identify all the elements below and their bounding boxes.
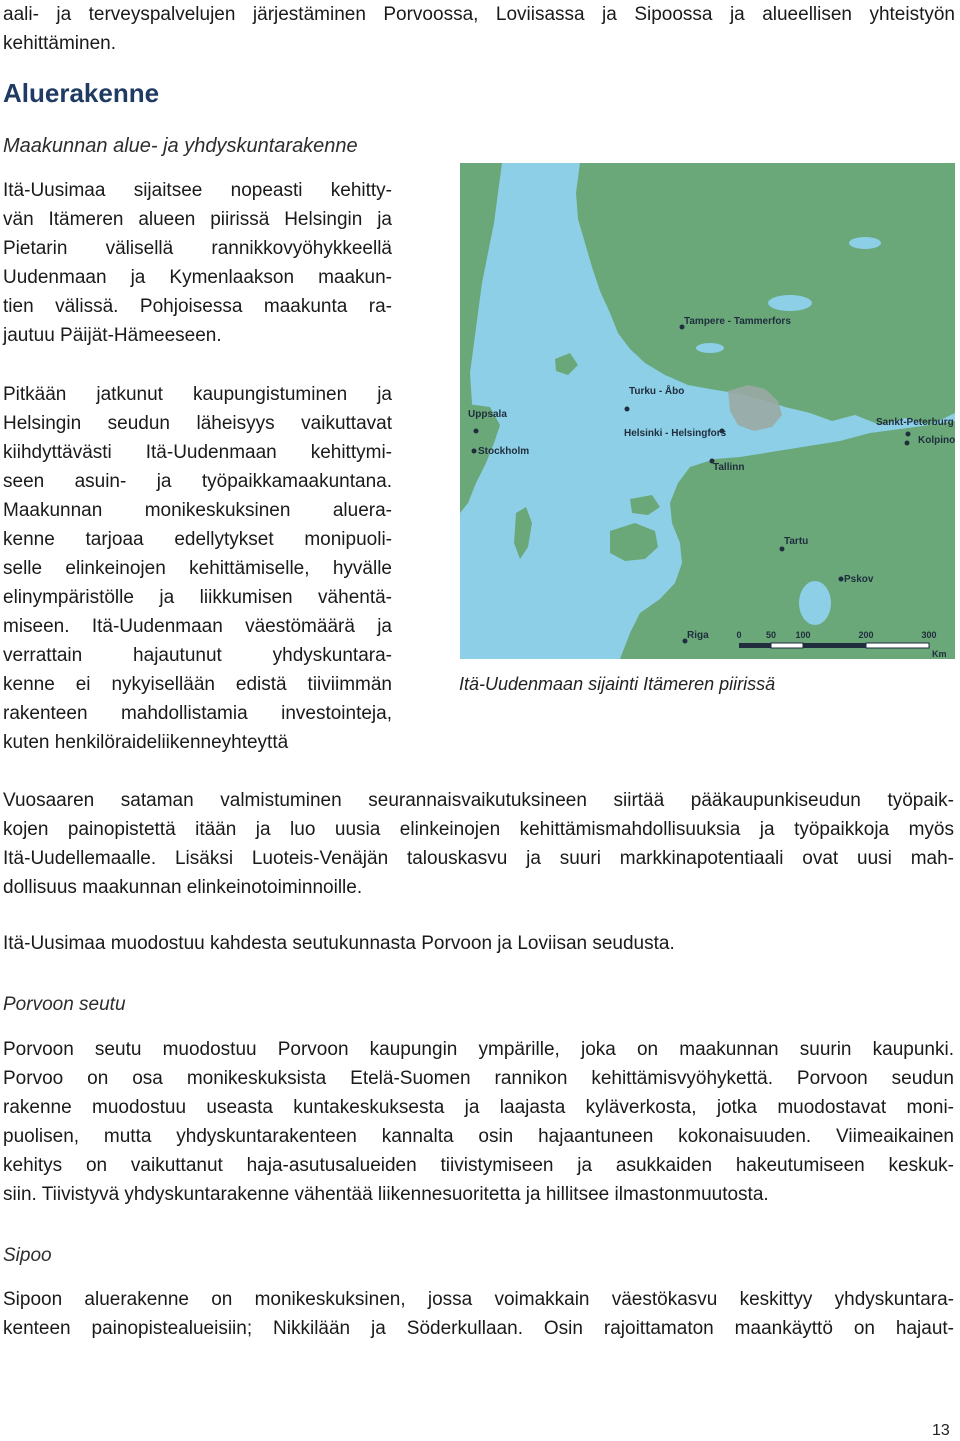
text-line: Itä-Uudellemaalle. Lisäksi Luoteis-Venäjän talouskasvu ja suuri markkinapotentiaali ovat uusi mah- xyxy=(3,848,954,869)
text-line: vän Itämeren alueen piirissä Helsingin ja xyxy=(3,209,392,230)
lake xyxy=(696,343,724,353)
city-dot-uppsala xyxy=(474,429,479,434)
text-line: kojen painopistettä itään ja luo uusia elinkeinojen kehittämismahdollisuuksia ja työpaikkoja myös xyxy=(3,819,954,840)
scale-tick-label: 200 xyxy=(858,630,874,640)
city-dot-sankt-peterburg xyxy=(906,432,911,437)
text-line: Vuosaaren sataman valmistuminen seurannaisvaikutuksineen siirtää pääkaupunkiseudun työpaik- xyxy=(3,790,954,811)
text-line: dollisuus maakunnan elinkeinotoiminnoille. xyxy=(3,877,363,898)
scale-tick-label: 300 xyxy=(921,630,937,640)
scale-tick-label: 0 xyxy=(736,630,742,640)
text-line: verrattain hajautunut yhdyskuntara- xyxy=(3,645,392,666)
scale-unit: Km xyxy=(932,649,947,659)
text-line: miseen. Itä-Uudenmaan väestömäärä ja xyxy=(3,616,392,637)
text-line: kenne tarjoaa edellytykset monipuoli- xyxy=(3,529,392,550)
map-label-tartu: Tartu xyxy=(784,536,809,547)
text-line: seen asuin- ja työpaikkamaakuntana. xyxy=(3,471,392,492)
city-dot-kolpino xyxy=(905,441,910,446)
text-line: Helsingin seudun läheisyys vaikuttavat xyxy=(3,413,392,434)
city-dot-stockholm xyxy=(472,449,477,454)
text-line: rakenne muodostuu useasta kuntakeskuksesta ja laajasta kyläverkosta, jotka muodostavat moni- xyxy=(3,1097,954,1118)
text-line: Sipoon aluerakenne on monikeskuksinen, jossa voimakkain väestökasvu keskittyy yhdyskuntara- xyxy=(3,1289,954,1310)
sipoo-title: Sipoo xyxy=(3,1245,52,1266)
text-line: kenteen painopistealueisiin; Nikkilään ja Söderkullaan. Osin rajoittamaton maankäyttö on hajaut- xyxy=(3,1318,954,1339)
lake xyxy=(849,237,881,249)
left-paragraph-1 xyxy=(3,176,392,350)
scale-tick-label: 50 xyxy=(765,630,777,640)
text-line: puolisen, mutta yhdyskuntarakenteen kannalta osin hajaantuneen kokonaisuuden. Viimeaikainen xyxy=(3,1126,954,1147)
text-line: jautuu Päijät-Hämeeseen. xyxy=(3,325,222,346)
intro-paragraph xyxy=(3,0,955,58)
text-line: kuten henkilöraideliikenneyhteyttä xyxy=(3,732,289,753)
section-heading: Aluerakenne xyxy=(3,78,160,108)
text-line: kehitys on vaikuttanut haja-asutusalueiden tiivistymiseen ja asukkaiden hakeutumiseen keskuk- xyxy=(3,1155,954,1176)
city-dot-turku xyxy=(625,407,630,412)
text-line: kiihdyttävästi Itä-Uudenmaan kehittymi- xyxy=(3,442,392,463)
left-paragraph-2 xyxy=(3,380,392,757)
map-label-turku: Turku - Åbo xyxy=(629,386,685,397)
text-line: Uudenmaan ja Kymenlaakson maakun- xyxy=(3,267,392,288)
baltic-map-svg xyxy=(460,163,955,659)
map-label-stockholm: Stockholm xyxy=(478,446,530,457)
lake-peipus xyxy=(799,581,831,625)
text-line: rakenteen mahdollistamia investointeja, xyxy=(3,703,392,724)
text-line: elinympäristölle ja liikkumisen vähentä- xyxy=(3,587,392,608)
city-dot-tartu xyxy=(780,547,785,552)
text-line: tien välissä. Pohjoisessa maakunta ra- xyxy=(3,296,392,317)
intro-line-1: aali- ja terveyspalvelujen järjestäminen Porvoossa, Loviisassa ja Sipoossa ja alueellisen yhteistyön xyxy=(3,4,955,25)
text-line: siin. Tiivistyvä yhdyskuntarakenne vähentää liikennesuoritetta ja hillitsee ilmastonmuutosta. xyxy=(3,1184,769,1205)
section-subheading: Maakunnan alue- ja yhdyskuntarakenne xyxy=(3,135,358,157)
map-label-tampere: Tampere - Tammerfors xyxy=(684,316,791,327)
map-label-sankt-peterburg: Sankt-Peterburg xyxy=(876,417,954,428)
text-line: Pitkään jatkunut kaupungistuminen ja xyxy=(3,384,392,405)
text-line: selle elinkeinojen kehittämiselle, hyvälle xyxy=(3,558,392,579)
map-label-riga: Riga xyxy=(687,630,709,641)
text-line: kenne ei nykyisellään edistä tiiviimmän xyxy=(3,674,392,695)
map-label-uppsala: Uppsala xyxy=(468,409,507,420)
sipoo-paragraph xyxy=(3,1285,954,1343)
porvoo-paragraph xyxy=(3,1035,954,1209)
porvoo-title: Porvoon seutu xyxy=(3,994,126,1015)
map-label-kolpino: Kolpino xyxy=(918,435,955,446)
full-paragraph-1 xyxy=(3,786,954,902)
map-label-helsinki: Helsinki - Helsingfors xyxy=(624,428,727,439)
map-caption: Itä-Uudenmaan sijainti Itämeren piirissä xyxy=(459,674,776,694)
full-paragraph-2: Itä-Uusimaa muodostuu kahdesta seutukunnasta Porvoon ja Loviisan seudusta. xyxy=(3,933,675,954)
map-label-pskov: Pskov xyxy=(844,574,874,585)
text-line: Porvoo on osa monikeskuksista Etelä-Suomen rannikon kehittämisvyöhykettä. Porvoon seudun xyxy=(3,1068,954,1089)
map-label-tallinn: Tallinn xyxy=(713,462,745,473)
text-line: Itä-Uusimaa sijaitsee nopeasti kehitty- xyxy=(3,180,392,201)
text-line: Porvoon seutu muodostuu Porvoon kaupungin ympärille, joka on maakunnan suurin kaupunki. xyxy=(3,1039,954,1060)
baltic-map xyxy=(460,163,955,659)
lake xyxy=(768,295,812,311)
text-line: Maakunnan monikeskuksinen aluera- xyxy=(3,500,392,521)
text-line: Pietarin välisellä rannikkovyöhykkeellä xyxy=(3,238,392,259)
scale-tick-label: 100 xyxy=(795,630,811,640)
city-dot-pskov xyxy=(839,577,844,582)
page-number: 13 xyxy=(932,1422,950,1439)
intro-line-2: kehittäminen. xyxy=(3,33,117,54)
